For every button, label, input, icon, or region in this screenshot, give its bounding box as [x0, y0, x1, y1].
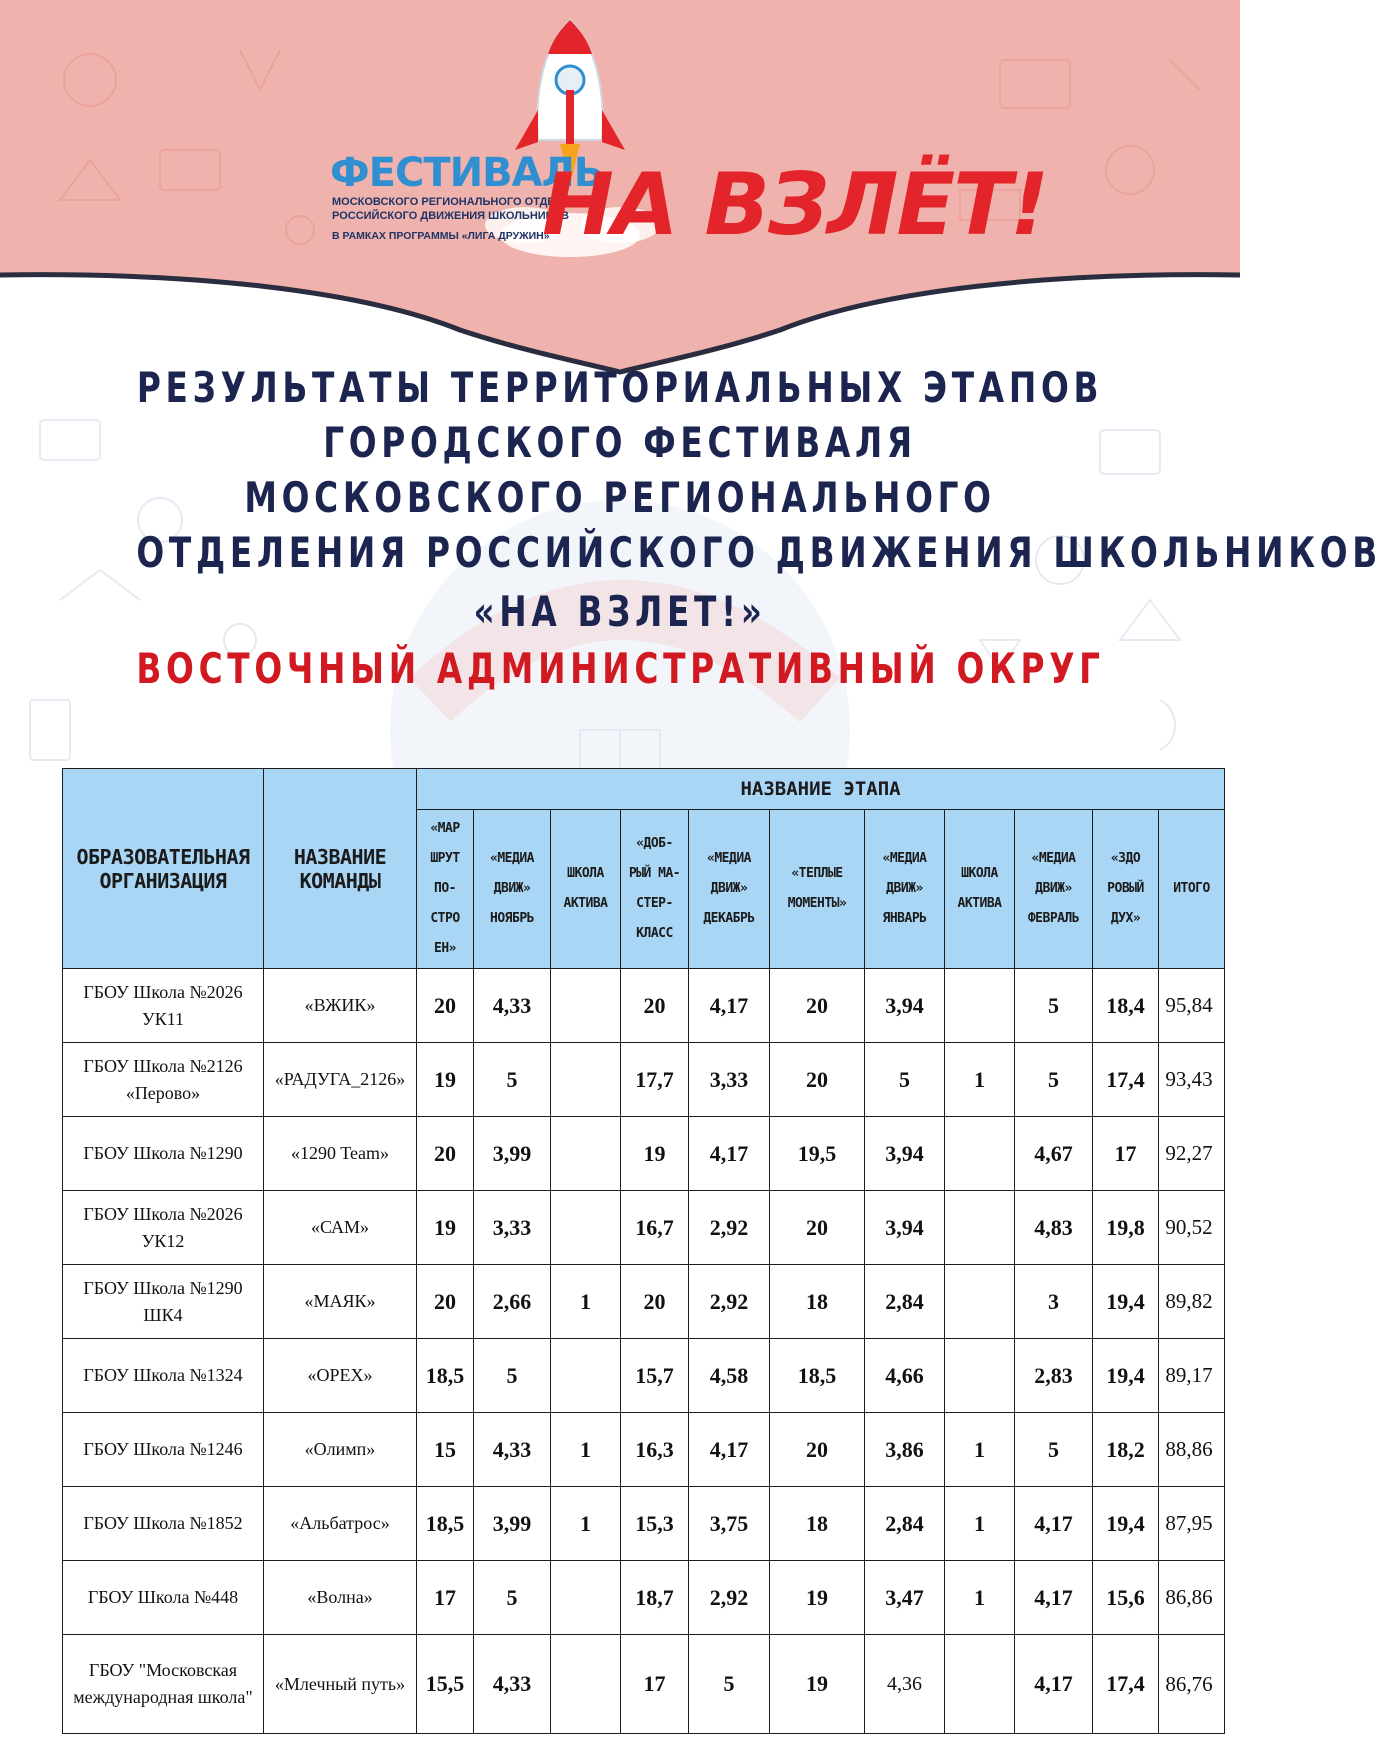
score-cell: 18,4	[1093, 969, 1159, 1043]
score-cell: 18	[770, 1487, 865, 1561]
table-row	[63, 1339, 1225, 1413]
team-cell: «Олимп»	[264, 1413, 417, 1487]
score-cell: 19,5	[770, 1117, 865, 1191]
score-cell: 19,4	[1093, 1265, 1159, 1339]
org-cell: ГБОУ Школа №1246	[63, 1413, 264, 1487]
score-cell: 4,17	[1015, 1487, 1093, 1561]
score-cell: 5	[474, 1043, 551, 1117]
score-cell: 1	[945, 1043, 1015, 1117]
score-cell: 17	[417, 1561, 474, 1635]
score-cell: 3	[1015, 1265, 1093, 1339]
score-cell: 5	[865, 1043, 945, 1117]
total-cell: 86,86	[1159, 1561, 1225, 1635]
score-cell: 19,8	[1093, 1191, 1159, 1265]
score-cell: 4,66	[865, 1339, 945, 1413]
score-cell: 4,83	[1015, 1191, 1093, 1265]
total-cell: 95,84	[1159, 969, 1225, 1043]
score-cell: 3,99	[474, 1487, 551, 1561]
score-cell	[551, 1191, 621, 1265]
table-row	[63, 1487, 1225, 1561]
score-cell: 19	[621, 1117, 689, 1191]
score-cell: 19	[770, 1561, 865, 1635]
score-cell	[551, 1339, 621, 1413]
total-cell: 87,95	[1159, 1487, 1225, 1561]
stage-header: «ДОБ- РЫЙ МА- СТЕР- КЛАСС	[621, 810, 689, 969]
score-cell: 4,17	[1015, 1561, 1093, 1635]
score-cell	[551, 1043, 621, 1117]
score-cell	[551, 1561, 621, 1635]
festival-name: «НА ВЗЛЕТ!»	[473, 587, 767, 636]
total-cell: 93,43	[1159, 1043, 1225, 1117]
stage-header: ШКОЛА АКТИВА	[551, 810, 621, 969]
score-cell: 4,17	[689, 969, 770, 1043]
score-cell: 16,7	[621, 1191, 689, 1265]
table-row	[63, 1191, 1225, 1265]
score-cell: 5	[1015, 969, 1093, 1043]
stage-header: ШКОЛА АКТИВА	[945, 810, 1015, 969]
score-cell: 4,67	[1015, 1117, 1093, 1191]
team-cell: «МАЯК»	[264, 1265, 417, 1339]
score-cell: 20	[417, 1117, 474, 1191]
header-stage: НАЗВАНИЕ ЭТАПА	[417, 769, 1225, 810]
score-cell: 2,83	[1015, 1339, 1093, 1413]
table-row	[63, 1043, 1225, 1117]
org-cell: ГБОУ Школа №1290 ШК4	[63, 1265, 264, 1339]
org-cell: ГБОУ Школа №1324	[63, 1339, 264, 1413]
score-cell: 1	[551, 1413, 621, 1487]
score-cell: 15	[417, 1413, 474, 1487]
score-cell: 3,75	[689, 1487, 770, 1561]
stage-header: «МЕДИА ДВИЖ» ДЕКАБРЬ	[689, 810, 770, 969]
score-cell	[945, 969, 1015, 1043]
results-table	[62, 768, 1225, 1734]
score-cell	[551, 969, 621, 1043]
score-cell: 2,84	[865, 1265, 945, 1339]
district-title: ВОСТОЧНЫЙ АДМИНИСТРАТИВНЫЙ ОКРУГ	[136, 644, 1105, 693]
score-cell	[945, 1339, 1015, 1413]
table-row	[63, 969, 1225, 1043]
logo-program-line: В РАМКАХ ПРОГРАММЫ «ЛИГА ДРУЖИН»	[332, 230, 550, 242]
score-cell: 3,33	[474, 1191, 551, 1265]
logo-subtitle-line2: РОССИЙСКОГО ДВИЖЕНИЯ ШКОЛЬНИКОВ	[332, 210, 569, 222]
title-line-1: РЕЗУЛЬТАТЫ ТЕРРИТОРИАЛЬНЫХ ЭТАПОВ	[136, 363, 1104, 412]
title-block	[0, 360, 1382, 696]
org-cell: ГБОУ Школа №2126 «Перово»	[63, 1043, 264, 1117]
score-cell: 20	[417, 969, 474, 1043]
score-cell: 4,33	[474, 1413, 551, 1487]
score-cell: 4,33	[474, 969, 551, 1043]
score-cell: 3,94	[865, 1117, 945, 1191]
score-cell: 18	[770, 1265, 865, 1339]
score-cell: 1	[945, 1561, 1015, 1635]
score-cell: 20	[621, 1265, 689, 1339]
org-cell: ГБОУ Школа №2026 УК12	[63, 1191, 264, 1265]
score-cell: 18,7	[621, 1561, 689, 1635]
org-cell: ГБОУ Школа №1290	[63, 1117, 264, 1191]
score-cell	[945, 1117, 1015, 1191]
score-cell: 5	[689, 1635, 770, 1734]
score-cell: 15,6	[1093, 1561, 1159, 1635]
title-line-3: МОСКОВСКОГО РЕГИОНАЛЬНОГО	[244, 473, 996, 522]
score-cell: 18,5	[417, 1339, 474, 1413]
score-cell: 19	[417, 1191, 474, 1265]
score-cell	[551, 1117, 621, 1191]
stage-header: «ТЕПЛЫЕ МОМЕНТЫ»	[770, 810, 865, 969]
score-cell	[945, 1635, 1015, 1734]
results-body	[63, 969, 1225, 1734]
team-cell: «1290 Team»	[264, 1117, 417, 1191]
total-cell: 89,82	[1159, 1265, 1225, 1339]
score-cell	[945, 1191, 1015, 1265]
score-cell: 19,4	[1093, 1487, 1159, 1561]
brand-na-vzlet: НА ВЗЛЁТ!	[542, 155, 1048, 255]
score-cell: 3,86	[865, 1413, 945, 1487]
score-cell: 4,17	[689, 1117, 770, 1191]
stage-header: «МЕДИА ДВИЖ» ФЕВРАЛЬ	[1015, 810, 1093, 969]
stage-header: «МАР ШРУТ ПО- СТРО ЕН»	[417, 810, 474, 969]
score-cell: 1	[551, 1265, 621, 1339]
team-cell: «Млечный путь»	[264, 1635, 417, 1734]
score-cell: 17,4	[1093, 1043, 1159, 1117]
score-cell: 4,58	[689, 1339, 770, 1413]
score-cell: 15,5	[417, 1635, 474, 1734]
score-cell: 2,84	[865, 1487, 945, 1561]
score-cell: 2,92	[689, 1561, 770, 1635]
score-cell: 1	[945, 1487, 1015, 1561]
score-cell: 5	[474, 1561, 551, 1635]
score-cell: 18,5	[417, 1487, 474, 1561]
score-cell: 17	[621, 1635, 689, 1734]
total-cell: 89,17	[1159, 1339, 1225, 1413]
org-cell: ГБОУ Школа №448	[63, 1561, 264, 1635]
title-line-2: ГОРОДСКОГО ФЕСТИВАЛЯ	[323, 418, 917, 467]
stage-header: «МЕДИА ДВИЖ» ЯНВАРЬ	[865, 810, 945, 969]
header-team: НАЗВАНИЕ КОМАНДЫ	[264, 769, 417, 969]
score-cell: 3,47	[865, 1561, 945, 1635]
score-cell	[551, 1635, 621, 1734]
score-cell: 20	[770, 1413, 865, 1487]
festival-logo	[320, 20, 1048, 280]
team-cell: «Волна»	[264, 1561, 417, 1635]
score-cell: 20	[770, 1043, 865, 1117]
score-cell: 1	[945, 1413, 1015, 1487]
team-cell: «ОРЕХ»	[264, 1339, 417, 1413]
table-row	[63, 1265, 1225, 1339]
score-cell: 18,5	[770, 1339, 865, 1413]
score-cell: 5	[1015, 1043, 1093, 1117]
score-cell: 1	[551, 1487, 621, 1561]
score-cell: 3,94	[865, 1191, 945, 1265]
total-cell: 86,76	[1159, 1635, 1225, 1734]
stage-header: «ЗДО РОВЫЙ ДУХ»	[1093, 810, 1159, 969]
festival-word: ФЕСТИВАЛЬ	[330, 150, 604, 196]
score-cell: 17	[1093, 1117, 1159, 1191]
score-cell: 17,7	[621, 1043, 689, 1117]
score-cell: 20	[770, 1191, 865, 1265]
score-cell: 4,36	[865, 1635, 945, 1734]
header-row-1	[63, 769, 1225, 810]
org-cell: ГБОУ Школа №2026 УК11	[63, 969, 264, 1043]
score-cell: 4,17	[1015, 1635, 1093, 1734]
total-cell: 90,52	[1159, 1191, 1225, 1265]
score-cell: 20	[770, 969, 865, 1043]
table-row	[63, 1561, 1225, 1635]
table-row	[63, 1635, 1225, 1734]
score-cell: 4,17	[689, 1413, 770, 1487]
score-cell	[945, 1265, 1015, 1339]
score-cell: 20	[621, 969, 689, 1043]
org-cell: ГБОУ Школа №1852	[63, 1487, 264, 1561]
score-cell: 15,7	[621, 1339, 689, 1413]
score-cell: 4,33	[474, 1635, 551, 1734]
score-cell: 3,33	[689, 1043, 770, 1117]
score-cell: 2,92	[689, 1191, 770, 1265]
score-cell: 16,3	[621, 1413, 689, 1487]
score-cell: 19	[417, 1043, 474, 1117]
score-cell: 2,66	[474, 1265, 551, 1339]
score-cell: 5	[474, 1339, 551, 1413]
title-line-4: ОТДЕЛЕНИЯ РОССИЙСКОГО ДВИЖЕНИЯ ШКОЛЬНИКОВ	[136, 528, 1382, 577]
header-org: ОБРАЗОВАТЕЛЬНАЯ ОРГАНИЗАЦИЯ	[63, 769, 264, 969]
score-cell: 17,4	[1093, 1635, 1159, 1734]
score-cell: 15,3	[621, 1487, 689, 1561]
team-cell: «Альбатрос»	[264, 1487, 417, 1561]
total-cell: 88,86	[1159, 1413, 1225, 1487]
team-cell: «САМ»	[264, 1191, 417, 1265]
score-cell: 5	[1015, 1413, 1093, 1487]
score-cell: 19,4	[1093, 1339, 1159, 1413]
score-cell: 19	[770, 1635, 865, 1734]
score-cell: 18,2	[1093, 1413, 1159, 1487]
score-cell: 3,99	[474, 1117, 551, 1191]
score-cell: 2,92	[689, 1265, 770, 1339]
stage-header: «МЕДИА ДВИЖ» НОЯБРЬ	[474, 810, 551, 969]
score-cell: 3,94	[865, 969, 945, 1043]
header-total: ИТОГО	[1159, 810, 1225, 969]
table-row	[63, 1413, 1225, 1487]
team-cell: «РАДУГА_2126»	[264, 1043, 417, 1117]
org-cell: ГБОУ "Московская международная школа"	[63, 1635, 264, 1734]
total-cell: 92,27	[1159, 1117, 1225, 1191]
score-cell: 20	[417, 1265, 474, 1339]
team-cell: «ВЖИК»	[264, 969, 417, 1043]
logo-subtitle-line1: МОСКОВСКОГО РЕГИОНАЛЬНОГО ОТДЕЛЕНИЯ	[332, 196, 594, 208]
table-row	[63, 1117, 1225, 1191]
